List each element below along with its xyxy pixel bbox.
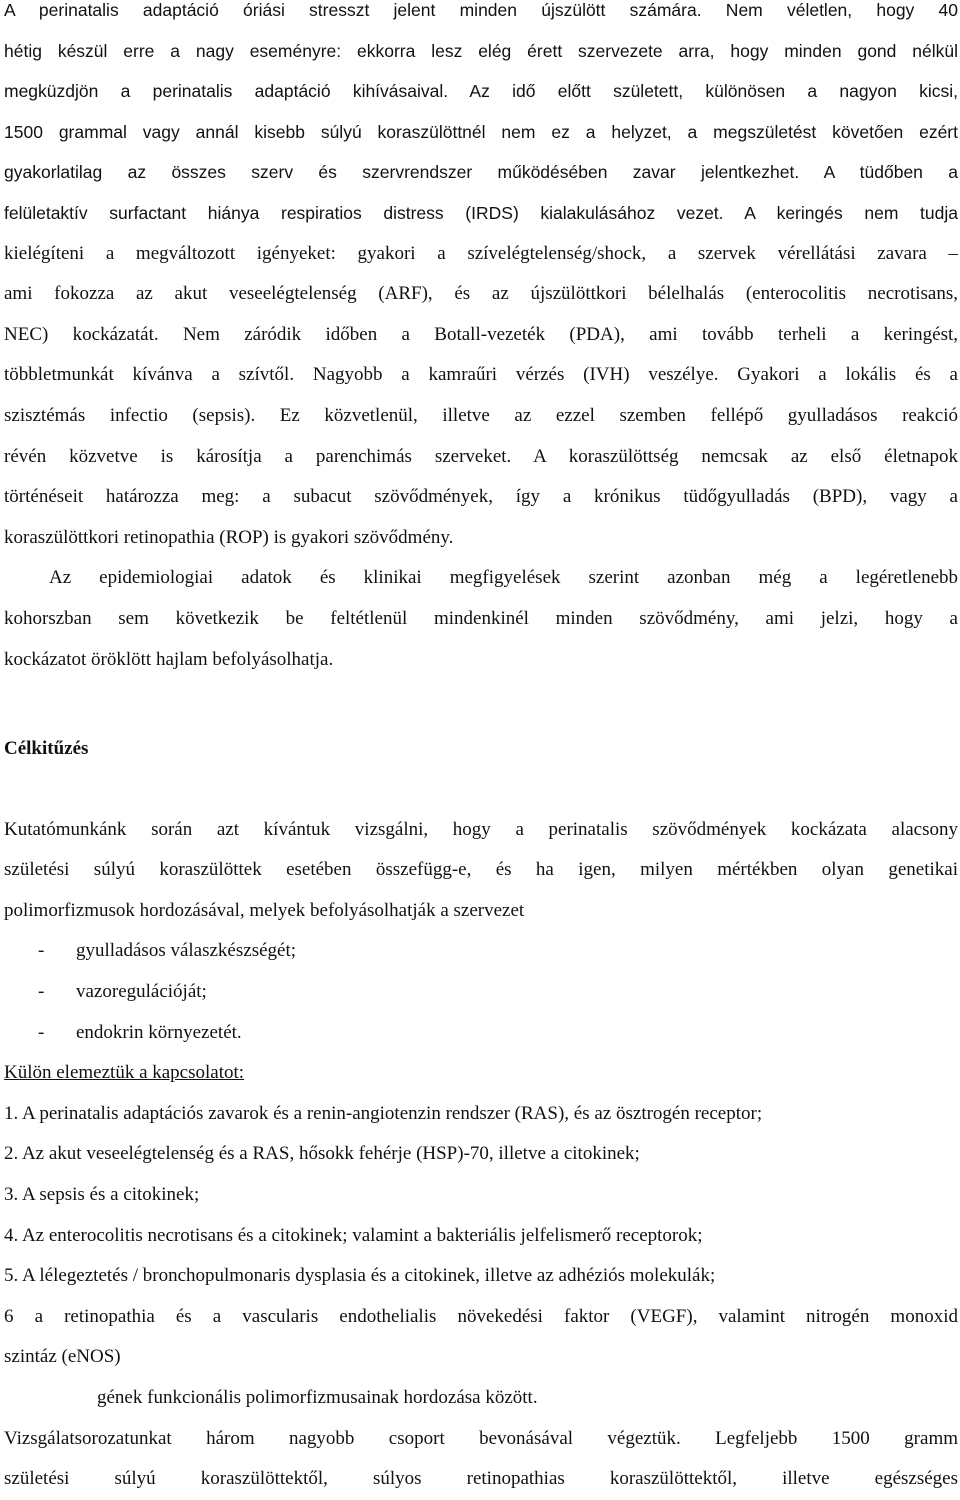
numbered-item: 2. Az akut veseelégtelenség és a RAS, hősokk fehérje (HSP)-70, illetve a citokinek; [4,1143,640,1165]
subheading-label [4,1053,958,1094]
numbered-item: 1. A perinatalis adaptációs zavarok és a renin-angiotenzin rendszer (RAS), és az ösztrogén receptor; [4,1102,763,1124]
text-line: kohorszban sem következik be feltétlenül mindenkinél minden szövődmény, ami jelzi, hogy a [4,607,958,629]
bullet-marker: - [38,981,45,1003]
bullet-marker: - [38,940,45,962]
epidemiology-paragraph [4,558,958,680]
text-line: hétig készül erre a nagy eseményre: ekkorra lesz elég érett szervezete arra, hogy minden gond nélkül [4,40,958,61]
list-item [4,1013,958,1054]
text-line: felületaktív surfactant hiánya respiratios distress (IRDS) kialakulásához vezet. A keringés nem tudja [4,202,958,223]
text-line: többletmunkát kívánva a szívtől. Nagyobb a kamraűri vérzés (IVH) veszélye. Gyakori a lokális és a [4,364,958,386]
text-line: történéseit határozza meg: a subacut szövődmények, így a krónikus tüdőgyulladás (BPD), vagy a [4,486,958,508]
text-line: szisztémás infectio (sepsis). Ez közvetlenül, illetve az ezzel szemben fellépő gyulladásos reakció [4,404,958,426]
gene-line: gének funkcionális polimorfizmusainak hordozása között. [97,1387,538,1408]
list-item [4,931,958,972]
text-line: koraszülöttkori retinopathia (ROP) is gyakori szövődmény. [4,526,454,548]
text-line: polimorfizmusok hordozásával, melyek befolyásolhatják a szervezet [4,899,525,921]
section-heading: Célkitűzés [4,738,89,760]
text-line: Vizsgálatsorozatunkat három nagyobb csoport bevonásával végeztük. Legfeljebb 1500 gramm [4,1427,958,1449]
numbered-item: 6 a retinopathia és a vascularis endothelialis növekedési faktor (VEGF), valamint nitrogén monoxid [4,1305,958,1327]
intro-paragraph [4,0,958,558]
text-line: A perinatalis adaptáció óriási stresszt jelent minden újszülött számára. Nem véletlen, hogy 40 [4,0,958,20]
text-line: kockázatot öröklött hajlam befolyásolhatja. [4,648,334,670]
numbered-list [4,1094,958,1378]
spacer [4,770,958,810]
bullet-marker: - [38,1021,45,1043]
text-line: kielégíteni a megváltozott igényeket: gyakori a szívelégtelenség/shock, a szervek vérellátási zavara – [4,242,958,264]
numbered-item-continuation: szintáz (eNOS) [4,1346,121,1368]
bullet-list [4,931,958,1053]
text-line: Az epidemiologiai adatok és klinikai megfigyelések szerint azonban még a legéretlenebb [49,567,958,589]
text-line: révén közvetve is károsítja a parenchimás szerveket. A koraszülöttség nemcsak az első életnapok [4,445,958,467]
text-line: NEC) kockázatát. Nem záródik időben a Botall-vezeték (PDA), ami tovább terheli a keringést, [4,323,958,345]
list-item-text: gyulladásos válaszkészségét; [76,940,297,962]
text-line: születési súlyú koraszülöttektől, súlyos retinopathias koraszülöttektől, illetve egészséges [4,1468,958,1490]
text-line: Kutatómunkánk során azt kívántuk vizsgálni, hogy a perinatalis szövődmények kockázata alacsony [4,818,958,840]
text-line: születési súlyú koraszülöttek esetében összefügg-e, és ha igen, milyen mértékben olyan genetikai [4,859,958,881]
list-item [4,972,958,1013]
numbered-item: 3. A sepsis és a citokinek; [4,1184,200,1206]
aims-section [4,810,958,1500]
text-line: ami fokozza az akut veseelégtelenség (ARF), és az újszülöttkori bélelhalás (enterocolitis necrotisans, [4,283,958,305]
numbered-item: 5. A lélegeztetés / bronchopulmonaris dysplasia és a citokinek, illetve az adhéziós molekulák; [4,1265,716,1287]
text-line: gyakorlatilag az összes szerv és szervrendszer működésében zavar jelentkezhet. A tüdőben a [4,162,958,183]
numbered-item: 4. Az enterocolitis necrotisans és a citokinek; valamint a bakteriális jelfelismerő receptorok; [4,1224,703,1246]
underlined-label: Külön elemeztük a kapcsolatot: [4,1062,245,1084]
document-page [4,0,958,1500]
text-line: megküzdjön a perinatalis adaptáció kihívásaival. Az idő előtt született, különösen a nagyon kicsi, [4,81,958,102]
text-line: 1500 grammal vagy annál kisebb súlyú koraszülöttnél nem ez a helyzet, a megszületést követően ezért [4,121,958,142]
list-item-text: endokrin környezetét. [76,1021,242,1043]
list-item-text: vazoregulációját; [76,981,207,1003]
